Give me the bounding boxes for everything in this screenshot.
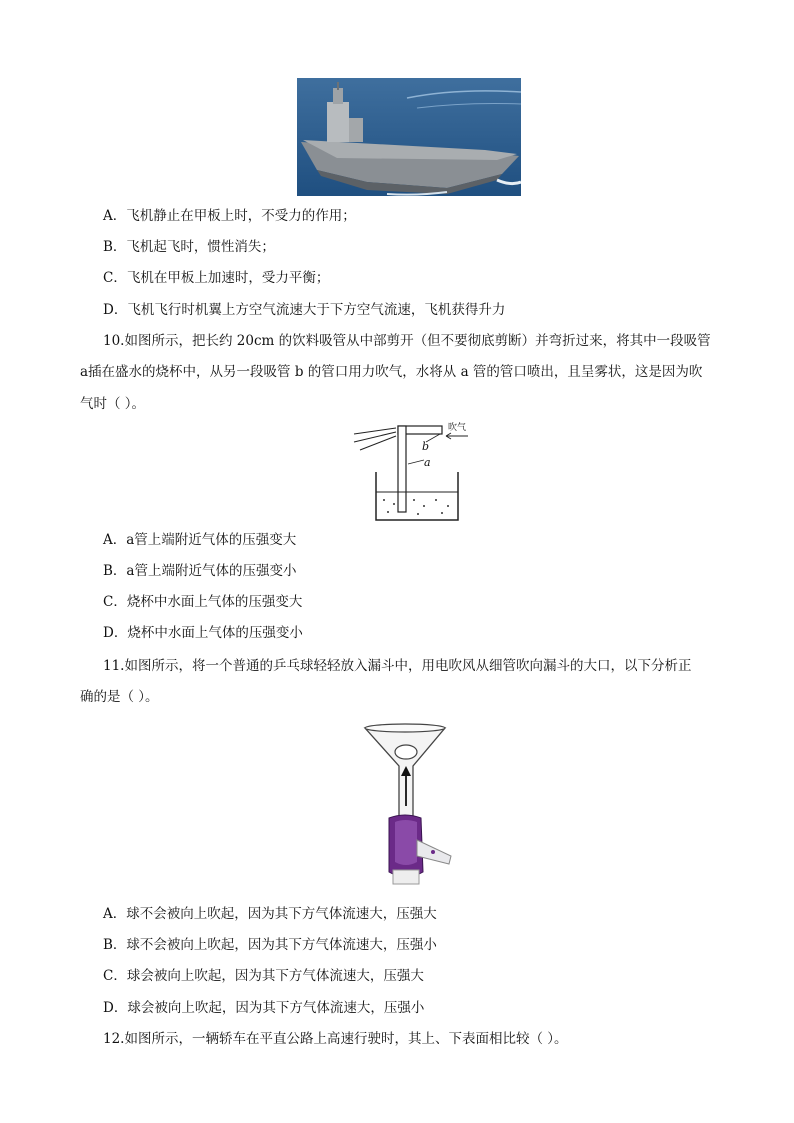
q9-option-c: C．飞机在甲板上加速时，受力平衡； <box>103 270 330 286</box>
q9-option-d: D．飞机飞行时机翼上方空气流速大于下方空气流速，飞机获得升力 <box>103 302 506 318</box>
q11-stem-line-2: 确的是（ ）。 <box>80 689 159 705</box>
q10-option-c: C．烧杯中水面上气体的压强变大 <box>103 594 303 610</box>
funnel-hairdryer-diagram <box>361 722 453 892</box>
aircraft-carrier-photo <box>297 78 521 196</box>
straw-beaker-diagram <box>352 420 472 524</box>
q10-stem-line-2: a插在盛水的烧杯中，从另一段吸管 b 的管口用力吹气，水将从 a 管的管口喷出，且呈雾状，这是因为吹 <box>80 364 703 380</box>
q11-option-a: A．球不会被向上吹起，因为其下方气体流速大，压强大 <box>103 906 437 922</box>
label-b: b <box>422 440 430 453</box>
label-a: a <box>424 456 431 469</box>
q10-stem-line-3: 气时（ ）。 <box>80 396 146 412</box>
q11-option-d: D．球会被向上吹起，因为其下方气体流速大，压强小 <box>103 1000 425 1016</box>
q12-stem-line-1: 12.如图所示，一辆轿车在平直公路上高速行驶时，其上、下表面相比较（ ）。 <box>103 1031 568 1047</box>
q11-option-c: C．球会被向上吹起，因为其下方气体流速大，压强大 <box>103 968 424 984</box>
q10-option-d: D．烧杯中水面上气体的压强变小 <box>103 625 303 641</box>
q11-stem-line-1: 11.如图所示，将一个普通的乒乓球轻轻放入漏斗中，用电吹风从细管吹向漏斗的大口，以下分析正 <box>103 658 692 674</box>
q10-option-a: A．a管上端附近气体的压强变大 <box>103 532 297 548</box>
q9-option-a: A．飞机静止在甲板上时，不受力的作用； <box>103 208 356 224</box>
q9-option-b: B．飞机起飞时，惯性消失； <box>103 239 275 255</box>
q11-option-b: B．球不会被向上吹起，因为其下方气体流速大，压强小 <box>103 937 437 953</box>
q10-stem-line-1: 10.如图所示，把长约 20cm 的饮料吸管从中部剪开（但不要彻底剪断）并弯折过来，将其中一段吸管 <box>103 333 711 349</box>
label-blow: 吹气 <box>448 423 467 433</box>
q10-option-b: B．a管上端附近气体的压强变小 <box>103 563 297 579</box>
